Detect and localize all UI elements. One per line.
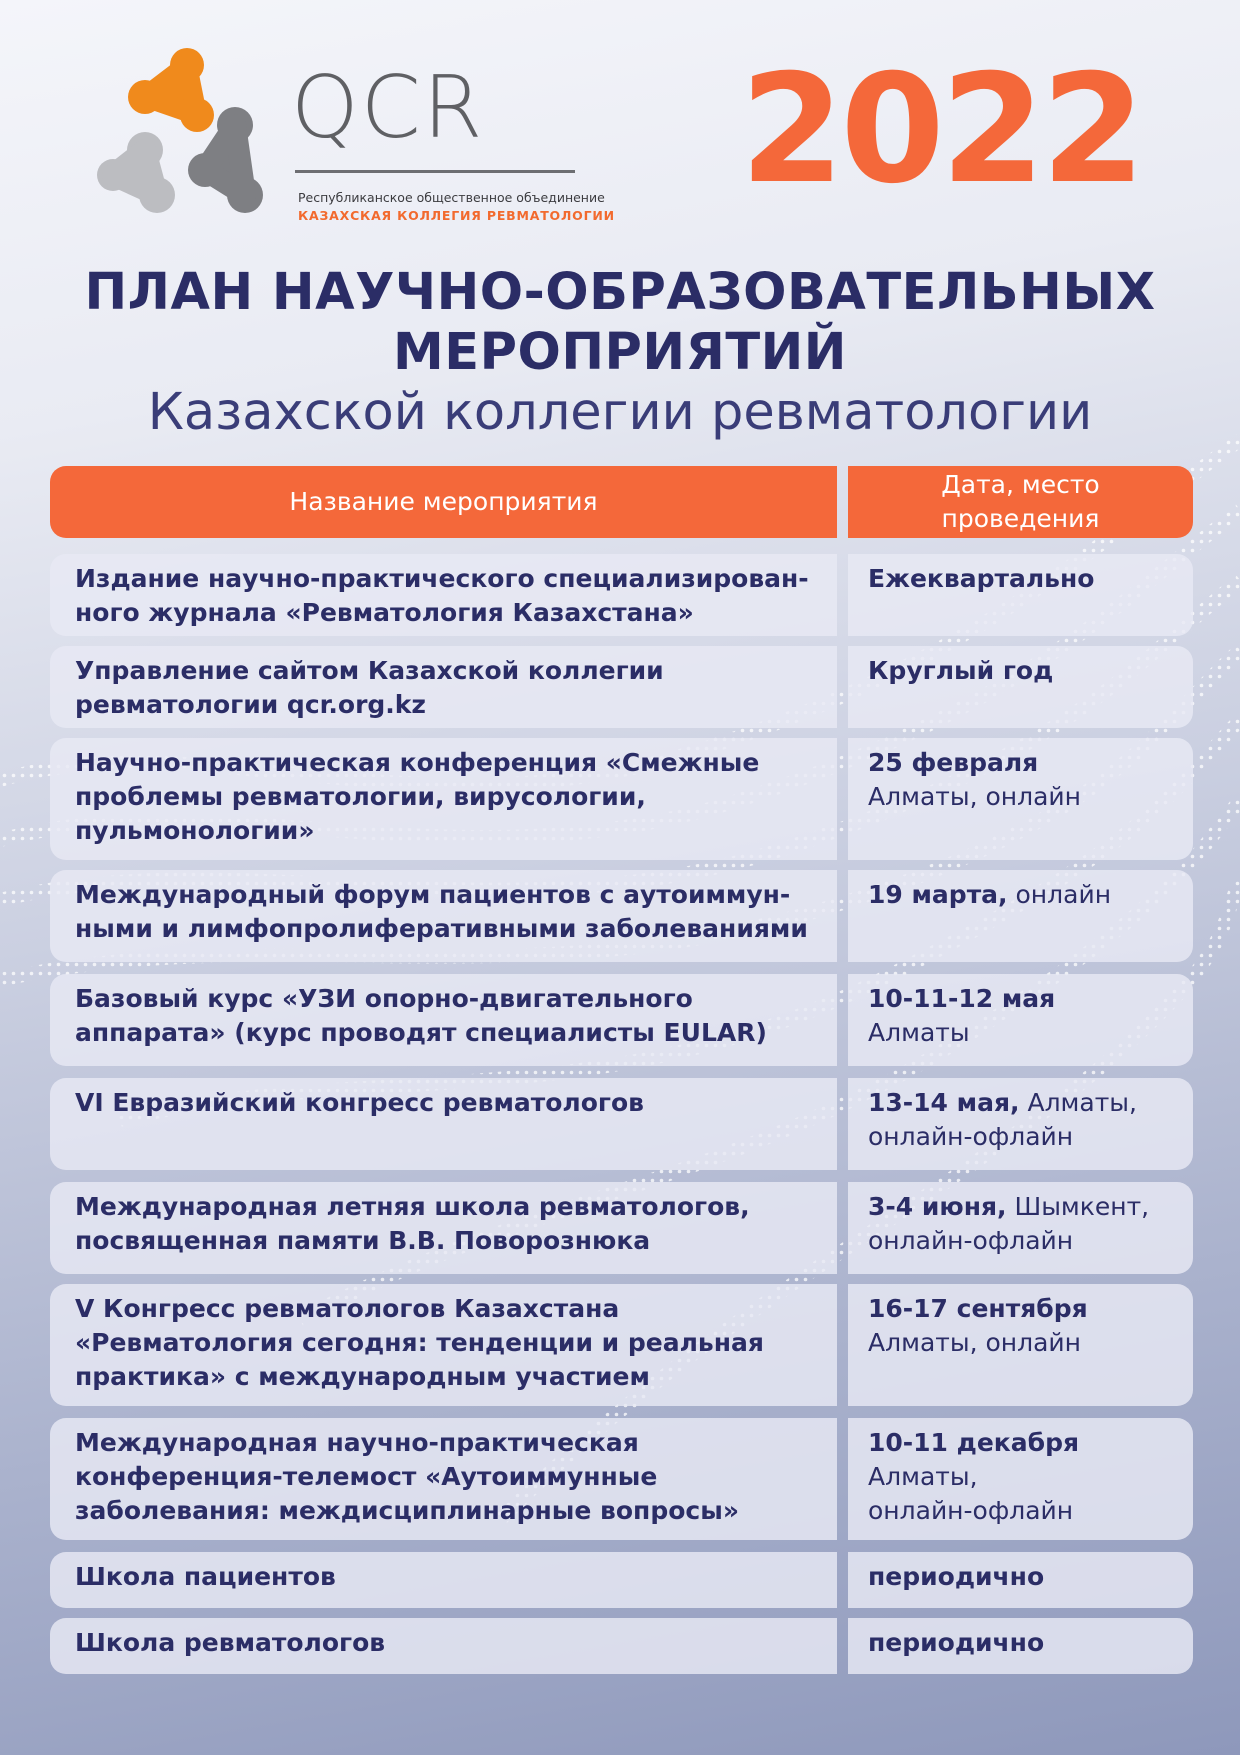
event-cell — [50, 974, 837, 1066]
event-text-line: Школа пациентов — [75, 1562, 336, 1591]
event-cell — [50, 646, 837, 728]
date-cell — [848, 1618, 1193, 1674]
event-text-line: посвященная памяти В.В. Поворознюка — [75, 1226, 651, 1255]
date-text: 10-11 декабря — [868, 1428, 1080, 1457]
logo-subtitle: Республиканское общественное объединение — [298, 190, 605, 205]
event-text-line: «Ревматология сегодня: тенденции и реальная — [75, 1328, 764, 1357]
event-cell — [50, 1618, 837, 1674]
date-text: 3-4 июня, — [868, 1192, 1007, 1221]
event-text-line: Школа ревматологов — [75, 1628, 386, 1657]
place-text: Шымкент, — [1006, 1192, 1150, 1221]
place-text: Алматы, — [1019, 1088, 1137, 1117]
date-cell — [848, 974, 1193, 1066]
event-text-line: проблемы ревматологии, вирусологии, — [75, 782, 646, 811]
event-cell — [50, 1182, 837, 1274]
place-text: онлайн-офлайн — [868, 1496, 1074, 1525]
qcr-logo — [95, 45, 615, 235]
event-text-line: ного журнала «Ревматология Казахстана» — [75, 598, 694, 627]
date-text: периодично — [868, 1628, 1045, 1657]
event-text-line: Базовый курс «УЗИ опорно-двигательного — [75, 984, 693, 1013]
event-text-line: Управление сайтом Казахской коллегии — [75, 656, 664, 685]
place-text: Алматы, — [868, 1462, 978, 1491]
event-text-line: заболевания: междисциплинарные вопросы» — [75, 1496, 739, 1525]
event-text-line: Международный форум пациентов с аутоиммун- — [75, 880, 791, 909]
table-row — [50, 1182, 1193, 1274]
date-cell — [848, 1078, 1193, 1170]
molecule-logo-icon — [95, 45, 285, 235]
event-text-line: Издание научно-практического специализирован- — [75, 564, 809, 593]
event-text-line: Международная научно-практическая — [75, 1428, 639, 1457]
date-cell — [848, 738, 1193, 860]
table-row — [50, 1078, 1193, 1170]
table-row — [50, 554, 1193, 636]
event-cell — [50, 1078, 837, 1170]
event-text-line: аппарата» (курс проводят специалисты EULAR) — [75, 1018, 767, 1047]
place-text: онлайн-офлайн — [868, 1226, 1074, 1255]
table-row — [50, 974, 1193, 1066]
date-text: периодично — [868, 1562, 1045, 1591]
year-heading: 2022 — [740, 43, 1142, 217]
date-text: Круглый год — [868, 656, 1054, 685]
page-title — [0, 263, 1240, 383]
title-line-1: ПЛАН НАУЧНО-ОБРАЗОВАТЕЛЬНЫХ — [84, 263, 1156, 322]
date-cell — [848, 1552, 1193, 1608]
date-text: 10-11-12 мая — [868, 984, 1056, 1013]
place-text: онлайн-офлайн — [868, 1122, 1074, 1151]
event-cell — [50, 1418, 837, 1540]
date-cell — [848, 1418, 1193, 1540]
event-text-line: ревматологии qcr.org.kz — [75, 690, 426, 719]
column-header-date — [848, 466, 1193, 538]
logo-divider — [295, 170, 575, 173]
table-row — [50, 1418, 1193, 1540]
place-text: Алматы, онлайн — [868, 1328, 1081, 1357]
table-row — [50, 1552, 1193, 1608]
event-text-line: конференция-телемост «Аутоиммунные — [75, 1462, 658, 1491]
date-cell — [848, 1182, 1193, 1274]
table-row — [50, 738, 1193, 860]
date-cell — [848, 870, 1193, 962]
column-header-date-line2: проведения — [941, 504, 1100, 533]
table-row — [50, 1284, 1193, 1406]
event-cell — [50, 738, 837, 860]
column-header-event: Название мероприятия — [50, 466, 837, 538]
event-text-line: Научно-практическая конференция «Смежные — [75, 748, 760, 777]
table-row — [50, 646, 1193, 728]
date-cell — [848, 554, 1193, 636]
place-text: онлайн — [1007, 880, 1112, 909]
event-cell — [50, 554, 837, 636]
event-text-line: практика» с международным участием — [75, 1362, 650, 1391]
date-text: 19 марта, — [868, 880, 1008, 909]
date-cell — [848, 646, 1193, 728]
event-text-line: V Конгресс ревматологов Казахстана — [75, 1294, 620, 1323]
table-row — [50, 870, 1193, 962]
date-text: 13-14 мая, — [868, 1088, 1020, 1117]
date-text: 16-17 сентября — [868, 1294, 1088, 1323]
event-text-line: Международная летняя школа ревматологов, — [75, 1192, 750, 1221]
event-text-line: пульмонологии» — [75, 816, 315, 845]
event-cell — [50, 1552, 837, 1608]
title-line-2: МЕРОПРИЯТИЙ — [393, 323, 847, 382]
date-cell — [848, 1284, 1193, 1406]
event-text-line: VI Евразийский конгресс ревматологов — [75, 1088, 644, 1117]
place-text: Алматы — [868, 1018, 970, 1047]
event-cell — [50, 1284, 837, 1406]
column-header-date-line1: Дата, место — [941, 470, 1100, 499]
event-cell — [50, 870, 837, 962]
page-subtitle: Казахской коллегии ревматологии — [147, 383, 1093, 442]
date-text: 25 февраля — [868, 748, 1039, 777]
logo-organization: КАЗАХСКАЯ КОЛЛЕГИЯ РЕВМАТОЛОГИИ — [298, 208, 615, 223]
table-row — [50, 1618, 1193, 1674]
date-text: Ежеквартально — [868, 564, 1095, 593]
logo-wordmark: QCR — [291, 58, 485, 158]
place-text: Алматы, онлайн — [868, 782, 1081, 811]
event-text-line: ными и лимфопролиферативными заболеваниями — [75, 914, 808, 943]
